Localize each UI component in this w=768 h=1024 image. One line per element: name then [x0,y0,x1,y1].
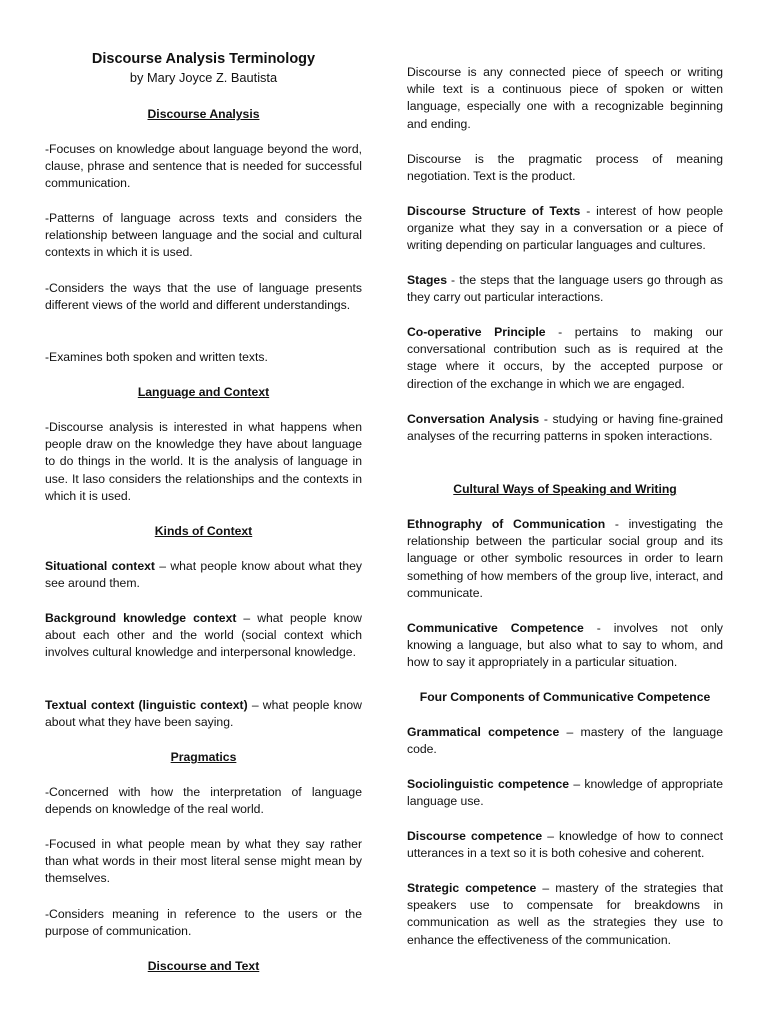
definition: - the steps that the language users go through as they carry out particular interactions. [407,273,723,305]
paragraph: Discourse is any connected piece of speech or writing while text is a continuous piece of spoken or witten language, especially one with a recognizable beginning and ending. [407,65,723,131]
paragraph: -Focuses on knowledge about language beyond the word, clause, phrase and sentence that is needed for successful communication. [45,142,362,191]
term: Conversation Analysis [407,412,540,426]
paragraph: -Considers meaning in reference to the users or the purpose of communication. [45,907,362,939]
paragraph: -Examines both spoken and written texts. [45,350,268,364]
paragraph: -Focused in what people mean by what they say rather than what words in their most literal sense might mean by themselves. [45,837,362,886]
paragraph: -Discourse analysis is interested in what happens when people draw on the knowledge they have about language to do things in the world. It is the analysis of language in use. It laso considers the relationships and the contexts in which it is used. [45,420,362,503]
definition: - investigating the relationship between the particular social group and its language or other symbolic resources in order to learn something of how members of the group live, interact, and communicate. [407,517,723,600]
term: Stages [407,273,447,287]
definition-discourse-structure [407,203,723,255]
definition: – what people know about what they have been saying. [45,698,362,730]
definition-cooperative-principle [407,324,723,393]
section-heading-discourse-analysis: Discourse Analysis [147,107,260,121]
definition: - interest of how people organize what they say in a conversation or a piece of writing depending on particular languages and cultures. [407,204,724,253]
definition: – knowledge of how to connect utterances in a text so it is both cohesive and coherent. [407,829,723,861]
definition: – mastery of the strategies that speakers use to compensate for breakdowns in communication as well as the strategies they use to enhance the effectiveness of the communication. [407,881,723,947]
definition: – knowledge of appropriate language use. [407,777,723,809]
section-heading-discourse-and-text: Discourse and Text [147,959,260,973]
term: Textual context (linguistic context) [45,698,248,712]
definition: - pertains to making our conversational contribution such as is required at the stage where it occurs, by the accepted purpose or direction of the exchange in which we are engaged. [407,325,723,391]
definition-strategic-competence [407,880,723,949]
definition-communicative-competence [407,620,723,672]
definition-conversation-analysis [407,411,723,445]
definition-sociolinguistic-competence [407,776,723,810]
term: Background knowledge context [45,611,237,625]
term: Co-operative Principle [407,325,546,339]
paragraph: -Concerned with how the interpretation of language depends on knowledge of the real world. [45,785,362,817]
section-heading-language-and-context: Language and Context [137,385,270,399]
term: Strategic competence [407,881,537,895]
term: Situational context [45,559,155,573]
definition-situational-context [45,558,362,592]
definition-stages [407,272,723,306]
section-heading-four-components: Four Components of Communicative Competence [419,690,711,704]
term: Grammatical competence [407,725,560,739]
definition-background-knowledge-context [45,610,362,662]
page-title: Discourse Analysis Terminology [91,51,316,67]
paragraph: Discourse is the pragmatic process of meaning negotiation. Text is the product. [407,152,723,184]
section-heading-cultural-ways: Cultural Ways of Speaking and Writing [453,482,677,496]
term: Discourse Structure of Texts [407,204,581,218]
definition-textual-context [45,697,362,731]
paragraph: -Patterns of language across texts and considers the relationship between language and the social and cultural contexts in which it is used. [45,211,362,260]
definition: - involves not only knowing a language, but also what to say to whom, and how to say it appropriately in a particular situation. [407,621,724,670]
definition: – what people know about each other and the world (social context which involves cultural knowledge and interpersonal knowledge. [45,611,362,660]
definition: – what people know about what they see around them. [45,559,362,591]
section-heading-pragmatics: Pragmatics [170,750,237,764]
author-line: by Mary Joyce Z. Bautista [129,70,278,85]
term: Ethnography of Communication [407,517,606,531]
term: Communicative Competence [407,621,584,635]
definition: – mastery of the language code. [407,725,723,757]
definition-grammatical-competence [407,724,723,758]
definition-ethnography [407,516,723,602]
definition-discourse-competence [407,828,723,862]
term: Sociolinguistic competence [407,777,570,791]
definition: - studying or having fine-grained analyses of the recurring patterns in spoken interactions. [407,412,723,444]
term: Discourse competence [407,829,543,843]
section-heading-kinds-of-context: Kinds of Context [154,524,253,538]
paragraph: -Considers the ways that the use of language presents different views of the world and different understandings. [45,281,362,313]
